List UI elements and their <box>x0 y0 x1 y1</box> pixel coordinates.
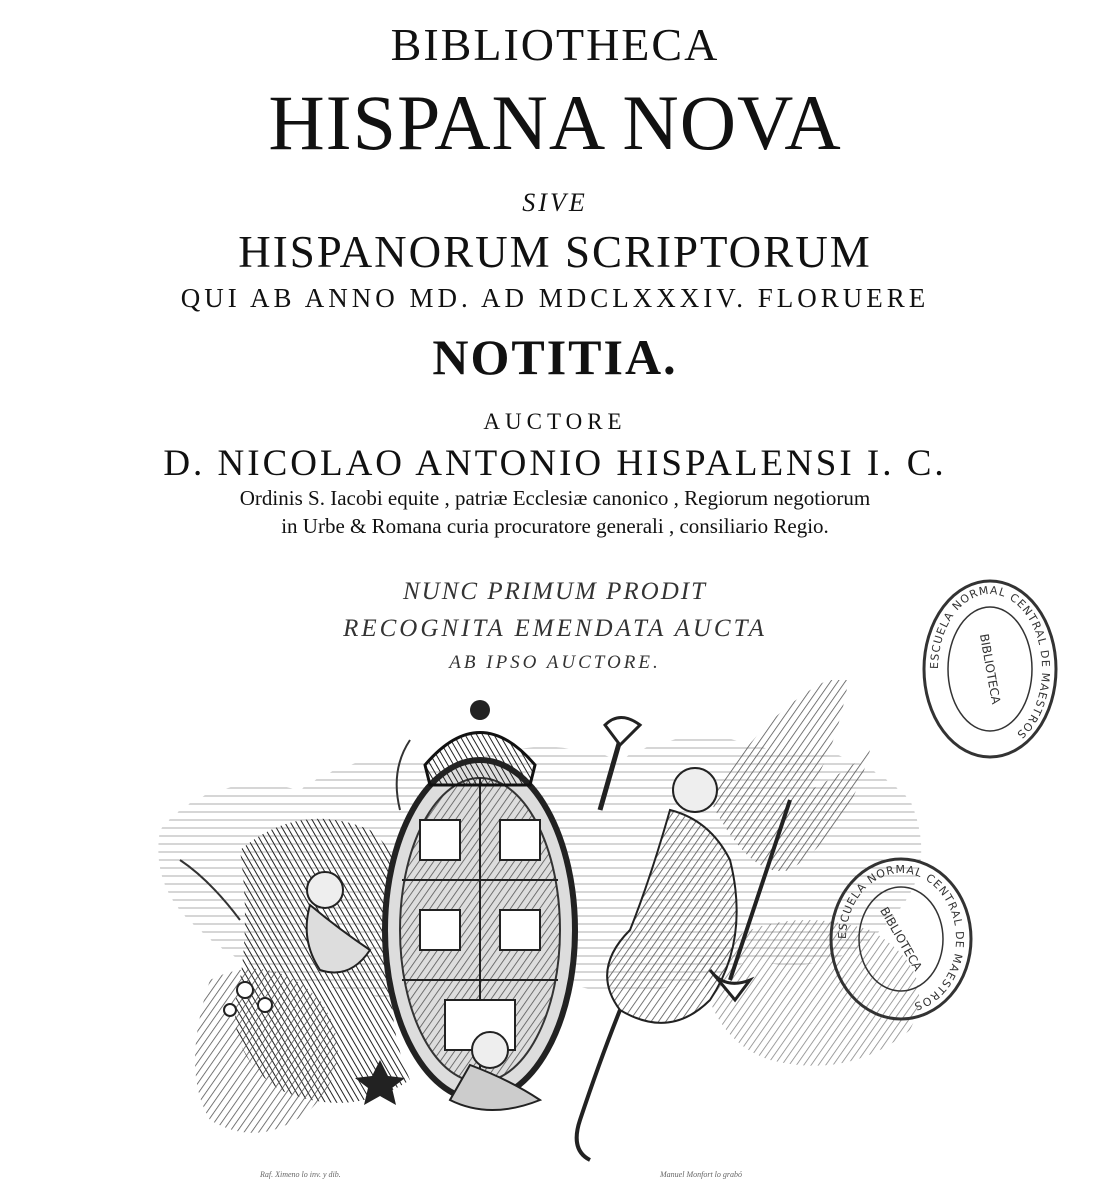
library-stamp-lower <box>828 855 974 1023</box>
edition-line-3: AB IPSO AUCTORE. <box>449 652 661 673</box>
title-line-hispana-nova: HISPANA NOVA <box>268 79 842 166</box>
svg-text:ESCUELA NORMAL CENTRAL DE MAES: ESCUELA NORMAL CENTRAL DE MAESTROS <box>835 862 967 1014</box>
title-line-bibliotheca: BIBLIOTHECA <box>390 19 720 70</box>
author-name: D. NICOLAO ANTONIO HISPALENSI I. C. <box>163 443 947 484</box>
stamp-lower-center-text: BIBLIOTECA <box>877 904 925 974</box>
title-line-notitia: NOTITIA. <box>432 329 678 385</box>
engraving-credit-left: Raf. Ximeno lo inv. y dib. <box>260 1170 341 1179</box>
stamp-upper-center-text: BIBLIOTECA <box>976 632 1004 706</box>
engraving-credit-right: Manuel Monfort lo grabó <box>660 1170 742 1179</box>
title-line-years: QUI AB ANNO MD. AD MDCLXXXIV. FLORUERE <box>180 283 930 313</box>
author-description-1: Ordinis S. Iacobi equite , patriæ Ecclesiæ canonico , Regiorum negotiorum <box>239 486 871 510</box>
auctore-label: AUCTORE <box>483 409 627 434</box>
svg-text:ESCUELA NORMAL CENTRAL DE MAES: ESCUELA NORMAL CENTRAL DE MAESTROS <box>927 583 1053 742</box>
title-line-sive: SIVE <box>522 188 588 217</box>
title-line-hispanorum: HISPANORUM SCRIPTORUM <box>238 227 872 277</box>
author-description-2: in Urbe & Romana curia procuratore generali , consiliario Regio. <box>281 514 829 538</box>
edition-line-2: RECOGNITA EMENDATA AUCTA <box>343 615 767 642</box>
edition-line-1: NUNC PRIMUM PRODIT <box>402 578 708 605</box>
library-stamp-upper <box>920 578 1060 760</box>
